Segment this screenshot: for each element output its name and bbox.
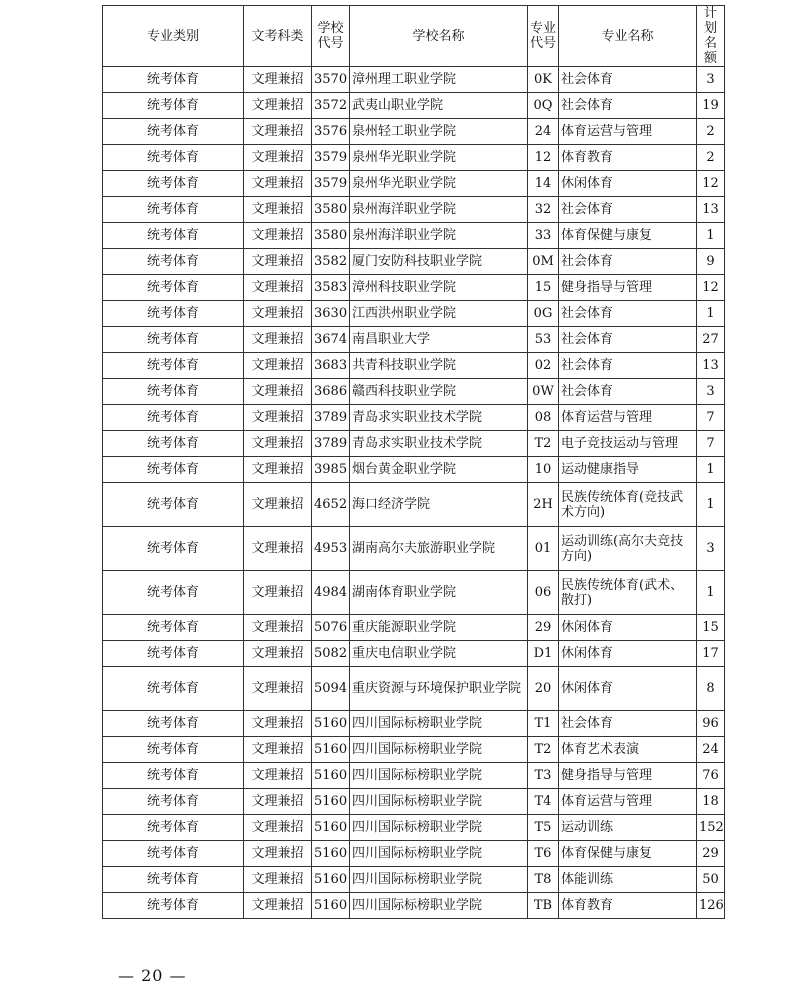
cell-subject: 文理兼招 — [244, 893, 312, 919]
cell-quota: 24 — [697, 737, 725, 763]
cell-subject: 文理兼招 — [244, 197, 312, 223]
cell-school-code: 5076 — [312, 615, 350, 641]
table-row — [103, 815, 725, 841]
table-row — [103, 711, 725, 737]
cell-school-name: 湖南体育职业学院 — [350, 571, 528, 615]
cell-quota: 9 — [697, 249, 725, 275]
cell-quota: 96 — [697, 711, 725, 737]
cell-school-name: 四川国际标榜职业学院 — [350, 711, 528, 737]
cell-school-name: 泉州华光职业学院 — [350, 171, 528, 197]
cell-school-name: 泉州海洋职业学院 — [350, 223, 528, 249]
cell-subject: 文理兼招 — [244, 815, 312, 841]
cell-quota: 8 — [697, 667, 725, 711]
cell-school-name: 共青科技职业学院 — [350, 353, 528, 379]
cell-school-name: 赣西科技职业学院 — [350, 379, 528, 405]
cell-major-code: 33 — [528, 223, 559, 249]
cell-school-code: 3579 — [312, 145, 350, 171]
page-number: — 20 — — [118, 966, 187, 985]
cell-major-code: 08 — [528, 405, 559, 431]
cell-category: 统考体育 — [103, 737, 244, 763]
cell-major-code: T2 — [528, 737, 559, 763]
cell-major-code: 10 — [528, 457, 559, 483]
table-row — [103, 841, 725, 867]
cell-school-name: 泉州华光职业学院 — [350, 145, 528, 171]
cell-school-code: 3683 — [312, 353, 350, 379]
cell-major-name: 休闲体育 — [559, 641, 697, 667]
cell-quota: 15 — [697, 615, 725, 641]
cell-school-name: 四川国际标榜职业学院 — [350, 893, 528, 919]
cell-school-name: 四川国际标榜职业学院 — [350, 841, 528, 867]
cell-quota: 126 — [697, 893, 725, 919]
cell-major-code: 12 — [528, 145, 559, 171]
cell-category: 统考体育 — [103, 301, 244, 327]
cell-school-name: 漳州科技职业学院 — [350, 275, 528, 301]
cell-school-code: 5160 — [312, 815, 350, 841]
cell-major-name: 电子竞技运动与管理 — [559, 431, 697, 457]
cell-subject: 文理兼招 — [244, 327, 312, 353]
cell-school-code: 4984 — [312, 571, 350, 615]
cell-major-name: 民族传统体育(武术、散打) — [559, 571, 697, 615]
cell-quota: 18 — [697, 789, 725, 815]
cell-quota: 2 — [697, 119, 725, 145]
cell-school-name: 四川国际标榜职业学院 — [350, 789, 528, 815]
cell-school-code: 5160 — [312, 737, 350, 763]
table-row — [103, 171, 725, 197]
cell-subject: 文理兼招 — [244, 379, 312, 405]
cell-major-name: 社会体育 — [559, 301, 697, 327]
cell-major-code: 01 — [528, 527, 559, 571]
table-body — [103, 67, 725, 919]
header-major-name: 专业名称 — [559, 6, 697, 67]
cell-major-name: 健身指导与管理 — [559, 275, 697, 301]
cell-school-name: 厦门安防科技职业学院 — [350, 249, 528, 275]
cell-subject: 文理兼招 — [244, 841, 312, 867]
cell-category: 统考体育 — [103, 327, 244, 353]
cell-school-code: 3686 — [312, 379, 350, 405]
header-major-code-line1: 专业 — [530, 21, 557, 36]
cell-major-name: 社会体育 — [559, 327, 697, 353]
cell-subject: 文理兼招 — [244, 249, 312, 275]
table-row — [103, 867, 725, 893]
cell-major-name: 民族传统体育(竞技武术方向) — [559, 483, 697, 527]
cell-category: 统考体育 — [103, 171, 244, 197]
cell-school-name: 泉州海洋职业学院 — [350, 197, 528, 223]
cell-category: 统考体育 — [103, 119, 244, 145]
cell-category: 统考体育 — [103, 667, 244, 711]
cell-school-name: 四川国际标榜职业学院 — [350, 763, 528, 789]
cell-major-name: 健身指导与管理 — [559, 763, 697, 789]
cell-major-name: 体育运营与管理 — [559, 119, 697, 145]
cell-category: 统考体育 — [103, 711, 244, 737]
cell-subject: 文理兼招 — [244, 457, 312, 483]
cell-subject: 文理兼招 — [244, 119, 312, 145]
cell-major-code: T8 — [528, 867, 559, 893]
cell-major-name: 体育保健与康复 — [559, 841, 697, 867]
header-subject: 文考科类 — [244, 6, 312, 67]
cell-category: 统考体育 — [103, 789, 244, 815]
header-school-code-line2: 代号 — [317, 36, 344, 51]
cell-quota: 29 — [697, 841, 725, 867]
cell-quota: 1 — [697, 223, 725, 249]
cell-quota: 3 — [697, 67, 725, 93]
cell-quota: 2 — [697, 145, 725, 171]
cell-category: 统考体育 — [103, 457, 244, 483]
cell-major-code: 0W — [528, 379, 559, 405]
cell-subject: 文理兼招 — [244, 223, 312, 249]
cell-school-code: 5094 — [312, 667, 350, 711]
cell-major-name: 体育运营与管理 — [559, 405, 697, 431]
table-row — [103, 527, 725, 571]
cell-quota: 3 — [697, 527, 725, 571]
cell-school-code: 3789 — [312, 431, 350, 457]
cell-major-name: 休闲体育 — [559, 171, 697, 197]
cell-school-code: 3674 — [312, 327, 350, 353]
cell-subject: 文理兼招 — [244, 483, 312, 527]
header-school-code-line1: 学校 — [317, 21, 344, 36]
cell-major-code: 53 — [528, 327, 559, 353]
table-row — [103, 379, 725, 405]
cell-quota: 13 — [697, 197, 725, 223]
cell-school-code: 5082 — [312, 641, 350, 667]
header-major-code-line2: 代号 — [530, 36, 557, 51]
cell-category: 统考体育 — [103, 615, 244, 641]
header-school-name: 学校名称 — [350, 6, 528, 67]
cell-major-name: 休闲体育 — [559, 667, 697, 711]
table-row — [103, 249, 725, 275]
table-row — [103, 457, 725, 483]
cell-quota: 17 — [697, 641, 725, 667]
cell-quota: 12 — [697, 275, 725, 301]
cell-major-code: 0Q — [528, 93, 559, 119]
cell-school-code: 3583 — [312, 275, 350, 301]
cell-category: 统考体育 — [103, 431, 244, 457]
cell-major-code: 02 — [528, 353, 559, 379]
cell-quota: 152 — [697, 815, 725, 841]
cell-school-code: 5160 — [312, 763, 350, 789]
cell-school-name: 青岛求实职业技术学院 — [350, 431, 528, 457]
cell-quota: 50 — [697, 867, 725, 893]
cell-subject: 文理兼招 — [244, 737, 312, 763]
cell-category: 统考体育 — [103, 145, 244, 171]
cell-major-name: 社会体育 — [559, 67, 697, 93]
cell-school-name: 武夷山职业学院 — [350, 93, 528, 119]
cell-subject: 文理兼招 — [244, 667, 312, 711]
cell-major-name: 社会体育 — [559, 353, 697, 379]
cell-subject: 文理兼招 — [244, 275, 312, 301]
table-row — [103, 67, 725, 93]
cell-school-name: 四川国际标榜职业学院 — [350, 737, 528, 763]
header-category: 专业类别 — [103, 6, 244, 67]
table-row — [103, 893, 725, 919]
cell-major-code: 24 — [528, 119, 559, 145]
cell-school-code: 5160 — [312, 867, 350, 893]
cell-major-code: T4 — [528, 789, 559, 815]
cell-category: 统考体育 — [103, 763, 244, 789]
cell-major-name: 体育教育 — [559, 893, 697, 919]
cell-major-name: 体育保健与康复 — [559, 223, 697, 249]
cell-subject: 文理兼招 — [244, 93, 312, 119]
cell-school-name: 漳州理工职业学院 — [350, 67, 528, 93]
cell-subject: 文理兼招 — [244, 171, 312, 197]
cell-school-code: 5160 — [312, 841, 350, 867]
cell-school-name: 南昌职业大学 — [350, 327, 528, 353]
cell-subject: 文理兼招 — [244, 301, 312, 327]
header-quota — [697, 6, 725, 67]
cell-major-name: 休闲体育 — [559, 615, 697, 641]
cell-school-code: 3580 — [312, 197, 350, 223]
cell-school-name: 四川国际标榜职业学院 — [350, 867, 528, 893]
cell-quota: 76 — [697, 763, 725, 789]
cell-quota: 7 — [697, 405, 725, 431]
table-row — [103, 223, 725, 249]
cell-school-name: 重庆电信职业学院 — [350, 641, 528, 667]
cell-quota: 3 — [697, 379, 725, 405]
table-row — [103, 431, 725, 457]
cell-quota: 27 — [697, 327, 725, 353]
cell-major-name: 运动训练(高尔夫竞技方向) — [559, 527, 697, 571]
cell-category: 统考体育 — [103, 93, 244, 119]
table-row — [103, 615, 725, 641]
cell-school-code: 3630 — [312, 301, 350, 327]
cell-major-code: T5 — [528, 815, 559, 841]
cell-school-code: 3579 — [312, 171, 350, 197]
cell-school-name: 四川国际标榜职业学院 — [350, 815, 528, 841]
cell-quota: 13 — [697, 353, 725, 379]
cell-category: 统考体育 — [103, 815, 244, 841]
table-row — [103, 405, 725, 431]
cell-school-code: 5160 — [312, 711, 350, 737]
cell-major-name: 体能训练 — [559, 867, 697, 893]
cell-subject: 文理兼招 — [244, 789, 312, 815]
cell-subject: 文理兼招 — [244, 67, 312, 93]
cell-category: 统考体育 — [103, 483, 244, 527]
cell-school-code: 3570 — [312, 67, 350, 93]
header-quota-line2: 名额 — [703, 36, 717, 66]
cell-school-code: 5160 — [312, 893, 350, 919]
cell-major-name: 社会体育 — [559, 197, 697, 223]
cell-major-code: T3 — [528, 763, 559, 789]
cell-category: 统考体育 — [103, 67, 244, 93]
header-quota-line1: 计划 — [703, 6, 717, 36]
cell-subject: 文理兼招 — [244, 353, 312, 379]
cell-major-code: 0K — [528, 67, 559, 93]
cell-major-name: 社会体育 — [559, 93, 697, 119]
cell-major-code: T6 — [528, 841, 559, 867]
cell-quota: 19 — [697, 93, 725, 119]
cell-category: 统考体育 — [103, 275, 244, 301]
cell-subject: 文理兼招 — [244, 711, 312, 737]
cell-major-code: 20 — [528, 667, 559, 711]
cell-school-code: 3576 — [312, 119, 350, 145]
table-row — [103, 301, 725, 327]
cell-category: 统考体育 — [103, 867, 244, 893]
cell-school-name: 重庆资源与环境保护职业学院 — [350, 667, 528, 711]
cell-major-name: 体育艺术表演 — [559, 737, 697, 763]
cell-major-code: 32 — [528, 197, 559, 223]
cell-major-code: 2H — [528, 483, 559, 527]
cell-major-name: 运动健康指导 — [559, 457, 697, 483]
table-row — [103, 119, 725, 145]
cell-school-name: 青岛求实职业技术学院 — [350, 405, 528, 431]
cell-school-code: 3572 — [312, 93, 350, 119]
table-row — [103, 667, 725, 711]
cell-subject: 文理兼招 — [244, 571, 312, 615]
cell-major-code: 06 — [528, 571, 559, 615]
cell-school-code: 3789 — [312, 405, 350, 431]
cell-major-code: TB — [528, 893, 559, 919]
table-row — [103, 571, 725, 615]
cell-category: 统考体育 — [103, 641, 244, 667]
cell-quota: 1 — [697, 483, 725, 527]
cell-quota: 7 — [697, 431, 725, 457]
cell-major-code: 29 — [528, 615, 559, 641]
cell-major-name: 社会体育 — [559, 379, 697, 405]
cell-major-name: 运动训练 — [559, 815, 697, 841]
enrollment-plan-table — [102, 5, 725, 919]
cell-subject: 文理兼招 — [244, 867, 312, 893]
cell-school-code: 3985 — [312, 457, 350, 483]
cell-major-code: 0M — [528, 249, 559, 275]
header-major-code — [528, 6, 559, 67]
cell-school-name: 烟台黄金职业学院 — [350, 457, 528, 483]
cell-major-code: 14 — [528, 171, 559, 197]
table-row — [103, 145, 725, 171]
cell-subject: 文理兼招 — [244, 431, 312, 457]
cell-quota: 12 — [697, 171, 725, 197]
cell-category: 统考体育 — [103, 197, 244, 223]
cell-subject: 文理兼招 — [244, 763, 312, 789]
cell-school-code: 4953 — [312, 527, 350, 571]
cell-subject: 文理兼招 — [244, 615, 312, 641]
cell-major-name: 社会体育 — [559, 249, 697, 275]
cell-school-name: 江西洪州职业学院 — [350, 301, 528, 327]
cell-school-name: 重庆能源职业学院 — [350, 615, 528, 641]
cell-quota: 1 — [697, 571, 725, 615]
cell-subject: 文理兼招 — [244, 405, 312, 431]
table-row — [103, 353, 725, 379]
cell-category: 统考体育 — [103, 379, 244, 405]
cell-major-code: D1 — [528, 641, 559, 667]
cell-major-name: 体育教育 — [559, 145, 697, 171]
table-row — [103, 327, 725, 353]
table-row — [103, 275, 725, 301]
table-header-row — [103, 6, 725, 67]
cell-school-name: 湖南高尔夫旅游职业学院 — [350, 527, 528, 571]
cell-subject: 文理兼招 — [244, 641, 312, 667]
table-row — [103, 93, 725, 119]
cell-quota: 1 — [697, 457, 725, 483]
cell-category: 统考体育 — [103, 571, 244, 615]
cell-major-code: 15 — [528, 275, 559, 301]
cell-major-code: 0G — [528, 301, 559, 327]
cell-category: 统考体育 — [103, 405, 244, 431]
table-row — [103, 483, 725, 527]
cell-category: 统考体育 — [103, 527, 244, 571]
table-row — [103, 197, 725, 223]
cell-school-code: 3582 — [312, 249, 350, 275]
cell-category: 统考体育 — [103, 893, 244, 919]
cell-major-code: T2 — [528, 431, 559, 457]
table-row — [103, 763, 725, 789]
cell-category: 统考体育 — [103, 841, 244, 867]
cell-school-name: 海口经济学院 — [350, 483, 528, 527]
cell-subject: 文理兼招 — [244, 145, 312, 171]
cell-school-code: 3580 — [312, 223, 350, 249]
header-school-code — [312, 6, 350, 67]
table-row — [103, 789, 725, 815]
cell-category: 统考体育 — [103, 223, 244, 249]
cell-major-code: T1 — [528, 711, 559, 737]
cell-quota: 1 — [697, 301, 725, 327]
cell-major-name: 社会体育 — [559, 711, 697, 737]
cell-category: 统考体育 — [103, 353, 244, 379]
cell-school-code: 4652 — [312, 483, 350, 527]
cell-school-name: 泉州轻工职业学院 — [350, 119, 528, 145]
table-row — [103, 641, 725, 667]
cell-school-code: 5160 — [312, 789, 350, 815]
table-row — [103, 737, 725, 763]
cell-category: 统考体育 — [103, 249, 244, 275]
cell-subject: 文理兼招 — [244, 527, 312, 571]
cell-major-name: 体育运营与管理 — [559, 789, 697, 815]
